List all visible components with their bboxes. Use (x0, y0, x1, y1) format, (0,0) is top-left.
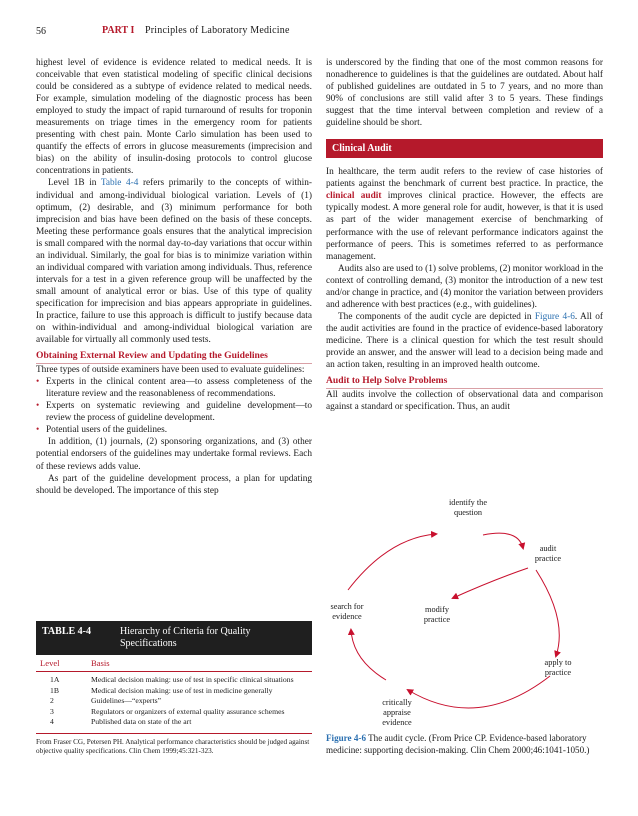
label-search: search for evidence (330, 602, 364, 621)
table-cell-basis: Published data on state of the art (91, 717, 192, 726)
bullet-icon: • (36, 425, 40, 436)
examiner-list (36, 376, 312, 436)
table-row (36, 696, 312, 707)
label-audit: audit practice (534, 544, 562, 563)
right-column (326, 57, 603, 413)
table-header (36, 621, 312, 655)
table-cell-level: 3 (50, 706, 54, 716)
table-cell-basis: Medical decision making: use of test in medicine generally (91, 685, 273, 695)
arrow-apply-to-appraise (408, 676, 550, 708)
text-run: The components of the audit cycle are depicted in (338, 311, 535, 322)
table-cell-basis: Regulators or organizers of external quality assurance schemes (91, 706, 285, 716)
figure-reference-link[interactable]: Figure 4-6 (534, 311, 575, 322)
table-column-headers (36, 655, 312, 672)
table-reference-link[interactable]: Table 4-4 (100, 178, 139, 189)
arrow-search-to-identify (348, 534, 436, 590)
section-heading-clinical-audit: Clinical Audit (326, 139, 603, 158)
column-header-level: Level (40, 658, 60, 668)
table-row (36, 675, 312, 686)
text-run: Level 1B in (48, 178, 101, 189)
text-run: . All of the audit activities are found in the practice of evidence-based laboratory medicine. There is a clinical question for which the test result should provide an answer, and the answer will lead to a decision being made and an action taken, resulting in an improved health outcome. (326, 311, 603, 371)
paragraph: Three types of outside examiners have been used to evaluate guidelines: (36, 365, 305, 376)
label-apply: apply to practice (544, 658, 572, 677)
text-run: In healthcare, the term audit refers to the review of case histories of patients against the benchmark of current best practice. In practice, the (326, 167, 603, 190)
table-cell-level: 1B (50, 685, 59, 695)
label-modify: modify practice (423, 605, 451, 624)
audit-cycle-figure (318, 490, 608, 730)
table-row (36, 717, 312, 728)
paragraph: is underscored by the finding that one of the most common reasons for nonadherence to guidelines is that the guidelines are outdated. About half of published guidelines are outdated in 5 to 7 years, and no more than 90% of conclusions are still valid after 3 to 5 years. These findings suggest that the time interval between completion and review of a guideline should be short. (326, 58, 603, 129)
column-header-basis: Basis (91, 658, 110, 668)
paragraph: As part of the guideline development process, a plan for updating should be developed. The importance of this step (36, 473, 312, 496)
arrow-appraise-to-search (351, 630, 386, 680)
list-item-text: Potential users of the guidelines. (46, 425, 168, 436)
arrow-audit-to-modify (453, 568, 528, 598)
table-number: TABLE 4-4 (42, 626, 91, 637)
arrow-identify-to-audit (483, 533, 523, 548)
table-cell-basis: Guidelines—“experts” (91, 696, 162, 705)
label-appraise: critically appraise evidence (382, 698, 412, 727)
running-head-part: PART I (102, 25, 135, 36)
figure-caption-text: The audit cycle. (From Price CP. Evidence-based laboratory medicine: supporting decision-making. Clin Chem 2000;46:1041-1050.) (326, 733, 590, 755)
table-title: Hierarchy of Criteria for Quality Specifications (120, 626, 251, 649)
list-item (36, 424, 312, 436)
table-cell-level: 1A (50, 675, 60, 684)
text-run: refers primarily to the concepts of within-individual and among-individual biological variation. Levels of (1) optimum, (2) desirable, and (3) minimum performance for both imprecision and bias have been defined on the basis of these concepts. Meeting these performance goals ensures that the analytical imprecision is small compared with the normal day-to-day variations that occur within an individual. Similarly, the goal for bias is to minimize variation within an individual compared with variation among individuals. Thus, reference intervals for a test in a given reference group will be unaffected by the small amount of analytical error or bias. Use of this type of quality specification for imprecision and bias appears appropriate in guidelines. In practice, failure to use this approach is difficult to justify because data on within-individual and among-individual biological variation are available for virtually all commonly used tests. (36, 178, 312, 346)
bullet-icon: • (36, 377, 40, 388)
paragraph (36, 177, 312, 346)
text-run: improves clinical practice. However, the effects are typically modest. A more general role for audit, however, is that it is used as part of the wider management exercise of benchmarking of performance with the use of relevant performance indicators against the performance of peers. This is sometimes referred to as performance management. (326, 191, 603, 262)
paragraph (326, 166, 603, 262)
label-identify: identify the question (448, 498, 488, 517)
subheading-audit-problems: Audit to Help Solve Problems (326, 375, 603, 389)
table-cell-level: 2 (50, 696, 54, 705)
list-item-text: Experts in the clinical content area—to assess completeness of the literature review and the reasonableness of recommendations. (46, 377, 312, 400)
table-4-4 (36, 621, 312, 757)
left-column (36, 57, 312, 497)
paragraph: highest level of evidence is evidence related to medical needs. It is conceivable that even statistical modeling of specific clinical decisions could be considered as a subtype of evidence related to medical needs. For example, simulation modeling of the diagnostic process has been employed to study the impact of rapid turnaround of results for troponin measurements on triage times in the emergency room for patients presenting with chest pain. Monte Carlo simulation has been used to quantify the effects of errors in glucose measurements (imprecision and bias) on the ability of insulin-dosing protocols to control glucose concentrations in patients. (36, 58, 312, 177)
subheading-external-review: Obtaining External Review and Updating the Guidelines (36, 350, 312, 364)
figure-number: Figure 4-6 (326, 733, 366, 743)
paragraph (326, 311, 603, 371)
paragraph: In addition, (1) journals, (2) sponsoring organizations, and (3) other potential endorsers of the guidelines may undertake formal reviews. Each of these reviews adds value. (36, 437, 312, 472)
table-cell-level: 4 (50, 717, 54, 726)
table-body (36, 675, 312, 728)
table-source-note: From Fraser CG, Petersen PH. Analytical performance characteristics should be judged against objective quality specifications. Clin Chem 1999;45:321-323. (36, 733, 312, 758)
arrow-audit-to-apply (536, 570, 559, 656)
paragraph: Audits also are used to (1) solve problems, (2) monitor workload in the context of controlling demand, (3) monitor the introduction of a new test and/or change in practice, and (4) monitor the variation between providers and adherence with best practices (e.g., with guidelines). (326, 263, 603, 310)
table-row (36, 686, 312, 697)
table-row (36, 707, 312, 718)
running-head-title: Principles of Laboratory Medicine (145, 25, 290, 36)
paragraph: All audits involve the collection of observational data and comparison against a standard or specification. Thus, an audit (326, 390, 603, 413)
figure-caption (326, 733, 604, 756)
table-cell-basis: Medical decision making: use of test in specific clinical situations (91, 675, 294, 684)
list-item-text: Experts on systematic reviewing and guideline development—to review the process of guideline development. (46, 401, 312, 424)
bullet-icon: • (36, 401, 40, 412)
page-number: 56 (36, 26, 46, 37)
list-item (36, 376, 312, 400)
key-term: clinical audit (326, 191, 382, 202)
list-item (36, 400, 312, 424)
